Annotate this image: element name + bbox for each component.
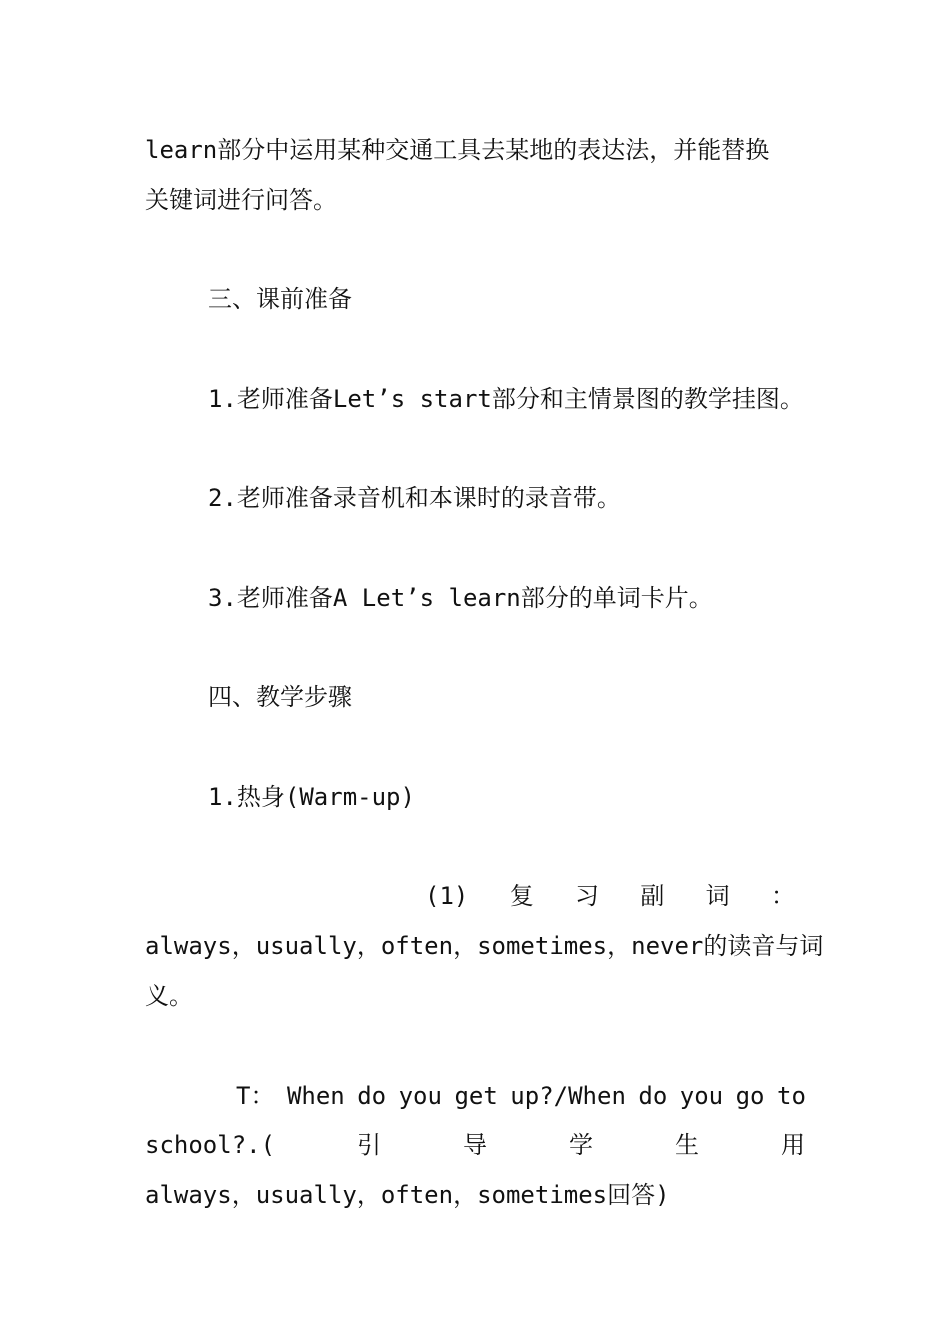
guide-line <box>145 1127 805 1163</box>
dialogue-word: do <box>638 1082 668 1110</box>
review-heading-part: 词 <box>705 882 730 910</box>
guide-part: 用 <box>780 1131 805 1159</box>
list-item: 1.老师准备Let’s start部分和主情景图的教学挂图。 <box>208 385 804 413</box>
dialogue-word: to <box>777 1082 806 1110</box>
review-heading-line <box>425 878 795 914</box>
review-heading-part: (1) <box>425 882 469 910</box>
paragraph-line: 关键词进行问答。 <box>145 186 337 214</box>
dialogue-word: up?/When <box>510 1082 626 1110</box>
dialogue-word: T： <box>236 1082 275 1110</box>
dialogue-word: you <box>679 1082 724 1110</box>
list-item: 3.老师准备A Let’s learn部分的单词卡片。 <box>208 584 713 612</box>
dialogue-line <box>236 1078 806 1114</box>
dialogue-word: go <box>735 1082 765 1110</box>
guide-part: 导 <box>463 1131 488 1159</box>
dialogue-word: do <box>357 1082 387 1110</box>
review-heading-part: ： <box>771 882 795 910</box>
paragraph-line: always，usually，often，sometimes回答) <box>145 1181 670 1209</box>
section-heading: 三、课前准备 <box>208 285 352 313</box>
review-heading-part: 习 <box>575 882 600 910</box>
paragraph-line: learn部分中运用某种交通工具去某地的表达法，并能替换 <box>145 136 770 164</box>
guide-part: 学 <box>569 1131 593 1159</box>
dialogue-word: you <box>398 1082 442 1110</box>
list-item: 2.老师准备录音机和本课时的录音带。 <box>208 484 621 512</box>
review-heading-part: 副 <box>640 882 665 910</box>
guide-part: school?.( <box>145 1131 276 1159</box>
dialogue-word: When <box>286 1082 345 1110</box>
section-heading: 四、教学步骤 <box>208 683 352 711</box>
paragraph-line: always，usually，often，sometimes，never的读音与词 <box>145 932 824 960</box>
step-heading: 1.热身(Warm-up) <box>208 783 415 811</box>
review-heading-part: 复 <box>509 882 534 910</box>
dialogue-word: get <box>454 1082 498 1110</box>
guide-part: 生 <box>674 1131 699 1159</box>
guide-part: 引 <box>357 1131 382 1159</box>
paragraph-line: 义。 <box>145 982 193 1010</box>
